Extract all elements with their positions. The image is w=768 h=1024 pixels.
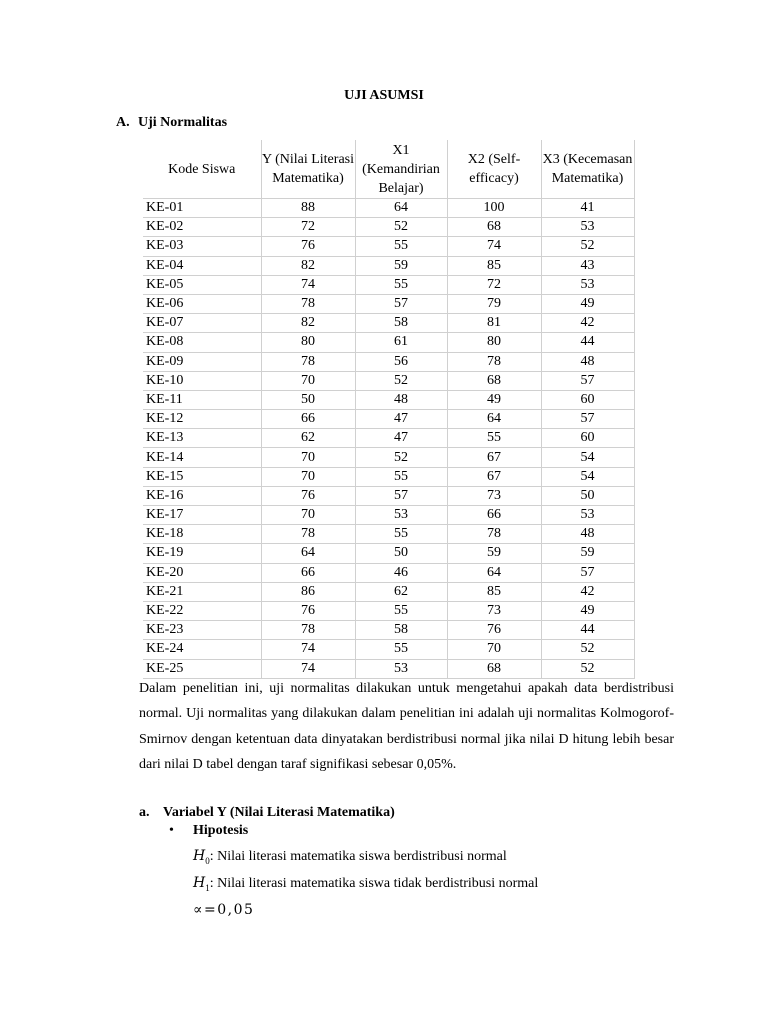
table-row [143,525,634,544]
table-cell: 50 [261,390,355,409]
table-cell: 70 [447,640,541,659]
table-header-row [143,140,634,199]
cell-kode-siswa: KE-23 [143,621,261,640]
table-cell: 78 [447,525,541,544]
table-row [143,486,634,505]
hypothesis-h1 [193,875,538,893]
table-cell: 82 [261,314,355,333]
table-cell: 59 [447,544,541,563]
table-cell: 70 [261,448,355,467]
section-heading [116,115,227,131]
table-row [143,506,634,525]
table-cell: 55 [355,467,447,486]
table-cell: 64 [261,544,355,563]
cell-kode-siswa: KE-24 [143,640,261,659]
table-cell: 52 [355,448,447,467]
table-cell: 59 [541,544,634,563]
table-cell: 73 [447,486,541,505]
table-cell: 76 [261,486,355,505]
header-x1: X1 (Kemandirian Belajar) [355,140,447,199]
cell-kode-siswa: KE-19 [143,544,261,563]
table-cell: 49 [447,390,541,409]
table-cell: 47 [355,429,447,448]
table-cell: 79 [447,294,541,313]
cell-kode-siswa: KE-21 [143,582,261,601]
table-row [143,256,634,275]
table-cell: 78 [261,621,355,640]
section-number: A. [116,115,130,130]
cell-kode-siswa: KE-04 [143,256,261,275]
table-cell: 82 [261,256,355,275]
cell-kode-siswa: KE-01 [143,199,261,218]
table-cell: 55 [447,429,541,448]
table-cell: 78 [261,352,355,371]
table-cell: 49 [541,601,634,620]
table-cell: 52 [541,659,634,678]
table-cell: 67 [447,467,541,486]
table-cell: 60 [541,429,634,448]
table-cell: 48 [355,390,447,409]
cell-kode-siswa: KE-05 [143,275,261,294]
table-cell: 70 [261,506,355,525]
cell-kode-siswa: KE-22 [143,601,261,620]
data-table [143,140,635,679]
cell-kode-siswa: KE-14 [143,448,261,467]
table-row [143,601,634,620]
table-cell: 55 [355,525,447,544]
table-cell: 88 [261,199,355,218]
table-cell: 73 [447,601,541,620]
table-row [143,429,634,448]
table-cell: 66 [447,506,541,525]
table-cell: 49 [541,294,634,313]
table-cell: 55 [355,640,447,659]
table-row [143,582,634,601]
table-cell: 53 [541,506,634,525]
table-cell: 74 [261,640,355,659]
table-cell: 72 [447,275,541,294]
cell-kode-siswa: KE-07 [143,314,261,333]
table-cell: 67 [447,448,541,467]
table-cell: 64 [447,410,541,429]
table-cell: 47 [355,410,447,429]
table-row [143,275,634,294]
table-row [143,218,634,237]
h1-symbol: H [193,875,206,891]
table-row [143,371,634,390]
table-cell: 56 [355,352,447,371]
table-cell: 52 [541,640,634,659]
table-cell: 74 [261,275,355,294]
table-row [143,390,634,409]
cell-kode-siswa: KE-18 [143,525,261,544]
table-row [143,237,634,256]
table-cell: 55 [355,601,447,620]
table-cell: 57 [541,371,634,390]
table-cell: 52 [541,237,634,256]
h0-text: : Nilai literasi matematika siswa berdistribusi normal [209,849,507,864]
table-cell: 41 [541,199,634,218]
header-kode-siswa: Kode Siswa [143,140,261,199]
table-cell: 50 [355,544,447,563]
table-row [143,640,634,659]
table-cell: 53 [355,659,447,678]
table-cell: 44 [541,621,634,640]
table-row [143,544,634,563]
table-cell: 62 [355,582,447,601]
table-cell: 76 [447,621,541,640]
table-cell: 64 [355,199,447,218]
table-cell: 68 [447,371,541,390]
bullet-label: Hipotesis [193,823,249,838]
table-cell: 61 [355,333,447,352]
table-cell: 68 [447,218,541,237]
cell-kode-siswa: KE-08 [143,333,261,352]
table-row [143,563,634,582]
cell-kode-siswa: KE-09 [143,352,261,371]
section-label: Uji Normalitas [138,115,228,130]
sub-heading-label: Variabel Y (Nilai Literasi Matematika) [163,805,395,820]
table-cell: 68 [447,659,541,678]
cell-kode-siswa: KE-25 [143,659,261,678]
table-row [143,352,634,371]
bullet-dot-icon: • [169,823,174,838]
h0-subscript: 0 [205,855,210,866]
h1-subscript: 1 [205,882,210,893]
table-cell: 76 [261,601,355,620]
table-cell: 42 [541,582,634,601]
table-cell: 74 [447,237,541,256]
table-cell: 72 [261,218,355,237]
cell-kode-siswa: KE-20 [143,563,261,582]
cell-kode-siswa: KE-12 [143,410,261,429]
alpha-value: ∝=0,05 [193,902,255,918]
table-cell: 78 [447,352,541,371]
table-row [143,448,634,467]
table-cell: 53 [355,506,447,525]
cell-kode-siswa: KE-11 [143,390,261,409]
table-row [143,294,634,313]
page-title: UJI ASUMSI [344,88,424,103]
table-cell: 57 [355,294,447,313]
table-row [143,621,634,640]
h0-symbol: H [193,848,206,864]
sub-heading-number: a. [139,805,150,820]
table-cell: 58 [355,314,447,333]
table-cell: 55 [355,237,447,256]
cell-kode-siswa: KE-02 [143,218,261,237]
table-cell: 70 [261,371,355,390]
table-cell: 57 [355,486,447,505]
table-cell: 53 [541,218,634,237]
table-body [143,199,634,679]
body-paragraph: Dalam penelitian ini, uji normalitas dilakukan untuk mengetahui apakah data berdistribusi normal. Uji normalitas yang dilakukan dalam penelitian ini adalah uji normalitas Kolmogorof-Smirnov dengan ketentuan data dinyatakan berdistribusi normal jika nilai D hitung lebih besar dari nilai D tabel dengan taraf signifikasi sebesar 0,05%. [139,681,674,772]
table-cell: 50 [541,486,634,505]
table-cell: 44 [541,333,634,352]
table-cell: 46 [355,563,447,582]
table-cell: 85 [447,582,541,601]
cell-kode-siswa: KE-15 [143,467,261,486]
table-cell: 48 [541,525,634,544]
table-cell: 52 [355,218,447,237]
table-row [143,410,634,429]
table-cell: 100 [447,199,541,218]
cell-kode-siswa: KE-17 [143,506,261,525]
sub-heading [139,805,395,821]
header-y: Y (Nilai Literasi Matematika) [261,140,355,199]
table-row [143,467,634,486]
table-cell: 74 [261,659,355,678]
table-cell: 54 [541,467,634,486]
cell-kode-siswa: KE-16 [143,486,261,505]
table-cell: 48 [541,352,634,371]
header-x2: X2 (Self-efficacy) [447,140,541,199]
table-cell: 64 [447,563,541,582]
table-cell: 53 [541,275,634,294]
table-cell: 54 [541,448,634,467]
cell-kode-siswa: KE-06 [143,294,261,313]
table-cell: 57 [541,410,634,429]
table-cell: 76 [261,237,355,256]
table-cell: 85 [447,256,541,275]
table-cell: 43 [541,256,634,275]
table-cell: 58 [355,621,447,640]
table-cell: 81 [447,314,541,333]
table-cell: 66 [261,563,355,582]
h1-text: : Nilai literasi matematika siswa tidak berdistribusi normal [209,876,539,891]
table-cell: 70 [261,467,355,486]
table-cell: 66 [261,410,355,429]
table-cell: 60 [541,390,634,409]
table-cell: 78 [261,525,355,544]
table-cell: 62 [261,429,355,448]
table-cell: 42 [541,314,634,333]
hypothesis-h0 [193,848,507,866]
table-cell: 59 [355,256,447,275]
table-cell: 57 [541,563,634,582]
table-row [143,333,634,352]
table-cell: 52 [355,371,447,390]
table-cell: 55 [355,275,447,294]
header-x3: X3 (Kecemasan Matematika) [541,140,634,199]
cell-kode-siswa: KE-13 [143,429,261,448]
table-row [143,314,634,333]
table-cell: 80 [447,333,541,352]
table-cell: 80 [261,333,355,352]
cell-kode-siswa: KE-10 [143,371,261,390]
table-cell: 86 [261,582,355,601]
table-cell: 78 [261,294,355,313]
bullet-hipotesis [169,823,248,839]
cell-kode-siswa: KE-03 [143,237,261,256]
table-row [143,199,634,218]
